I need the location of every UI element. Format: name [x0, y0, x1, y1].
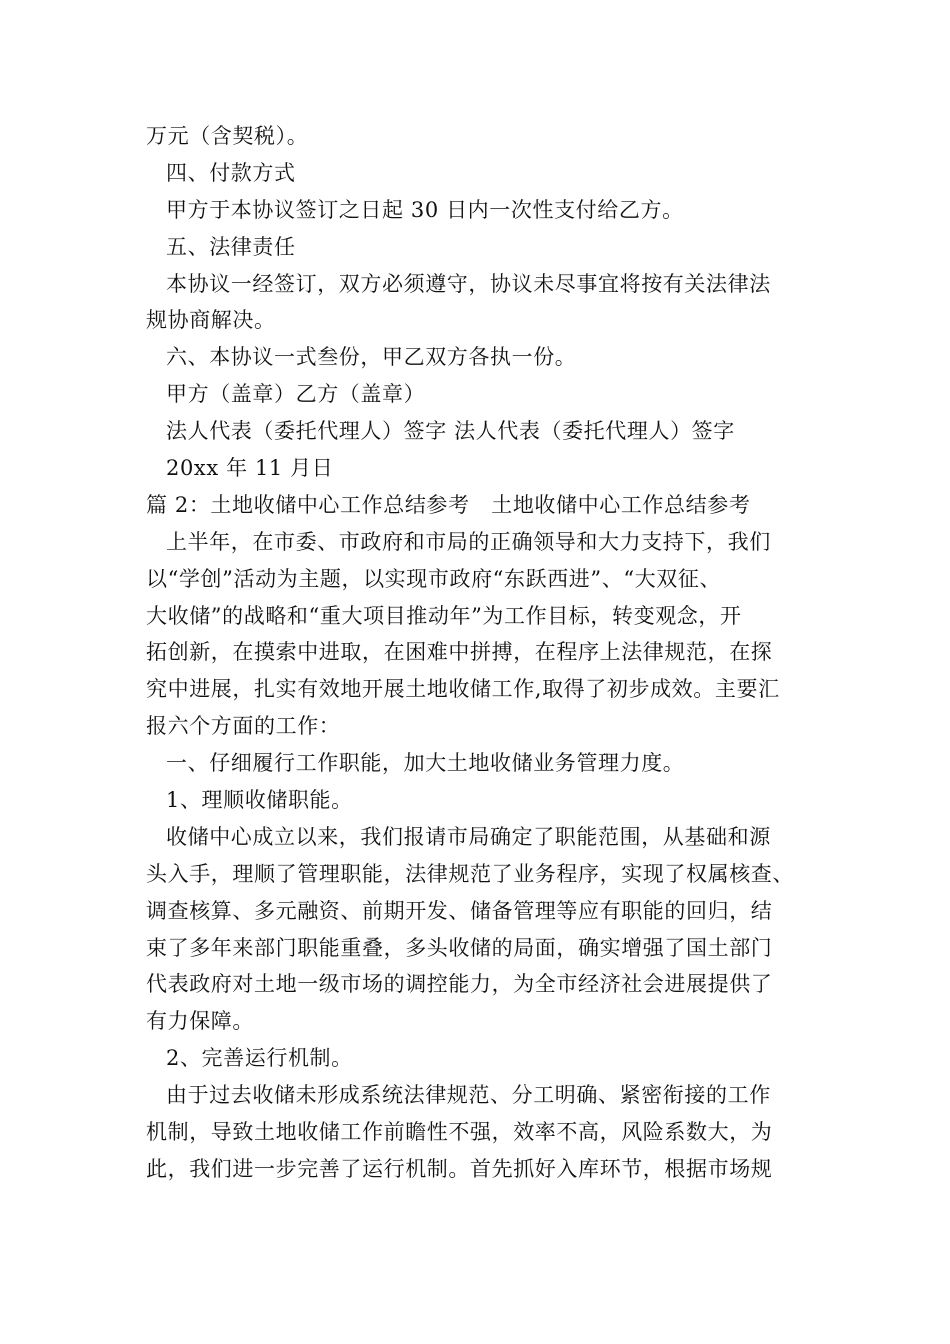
text-line: 2、完善运行机制。 — [166, 1046, 353, 1071]
text-line: 一、仔细履行工作职能，加大土地收储业务管理力度。 — [166, 751, 685, 776]
text-line: 1、理顺收储职能。 — [166, 788, 353, 813]
text-line: 调查核算、多元融资、前期开发、储备管理等应有职能的回归，结 — [146, 898, 773, 923]
text-line: 五、法律责任 — [166, 234, 296, 259]
text-line: 20xx 年 11 月日 — [166, 456, 334, 481]
text-line: 以“学创”活动为主题，以实现市政府“东跃西进”、“大双征、 — [146, 566, 722, 591]
text-line: 此，我们进一步完善了运行机制。首先抓好入库环节，根据市场规 — [146, 1156, 773, 1181]
text-line: 法人代表（委托代理人）签字 法人代表（委托代理人）签字 — [166, 419, 735, 444]
text-line: 甲方（盖章）乙方（盖章） — [166, 382, 426, 407]
text-line: 报六个方面的工作： — [146, 714, 341, 739]
text-line: 篇 2：土地收储中心工作总结参考 土地收储中心工作总结参考 — [146, 492, 751, 517]
text-line: 收储中心成立以来，我们报请市局确定了职能范围，从基础和源 — [166, 824, 771, 849]
document-body — [146, 118, 816, 1188]
text-line: 由于过去收储未形成系统法律规范、分工明确、紧密衔接的工作 — [166, 1083, 771, 1108]
text-line: 规协商解决。 — [146, 308, 276, 333]
text-line: 四、付款方式 — [166, 160, 296, 185]
text-line: 机制，导致土地收储工作前瞻性不强，效率不高，风险系数大，为 — [146, 1120, 773, 1145]
text-line: 上半年，在市委、市政府和市局的正确领导和大力支持下，我们 — [166, 529, 771, 554]
text-line: 束了多年来部门职能重叠，多头收储的局面，确实增强了国土部门 — [146, 935, 773, 960]
text-line: 有力保障。 — [146, 1009, 254, 1034]
text-line: 万元（含契税）。 — [146, 124, 309, 148]
text-line: 大收储”的战略和“重大项目推动年”为工作目标，转变观念，开 — [146, 603, 742, 628]
text-line: 甲方于本协议签订之日起 30 日内一次性支付给乙方。 — [166, 197, 684, 222]
text-line: 头入手，理顺了管理职能，法律规范了业务程序，实现了权属核查、 — [146, 861, 794, 886]
text-line: 拓创新，在摸索中进取，在困难中拼搏，在程序上法律规范，在探 — [146, 640, 773, 665]
text-line: 究中进展，扎实有效地开展土地收储工作,取得了初步成效。主要汇 — [146, 677, 780, 702]
text-line: 六、本协议一式叁份，甲乙双方各执一份。 — [166, 345, 577, 370]
text-line: 本协议一经签订，双方必须遵守，协议未尽事宜将按有关法律法 — [166, 271, 771, 296]
text-line: 代表政府对土地一级市场的调控能力，为全市经济社会进展提供了 — [146, 972, 773, 997]
